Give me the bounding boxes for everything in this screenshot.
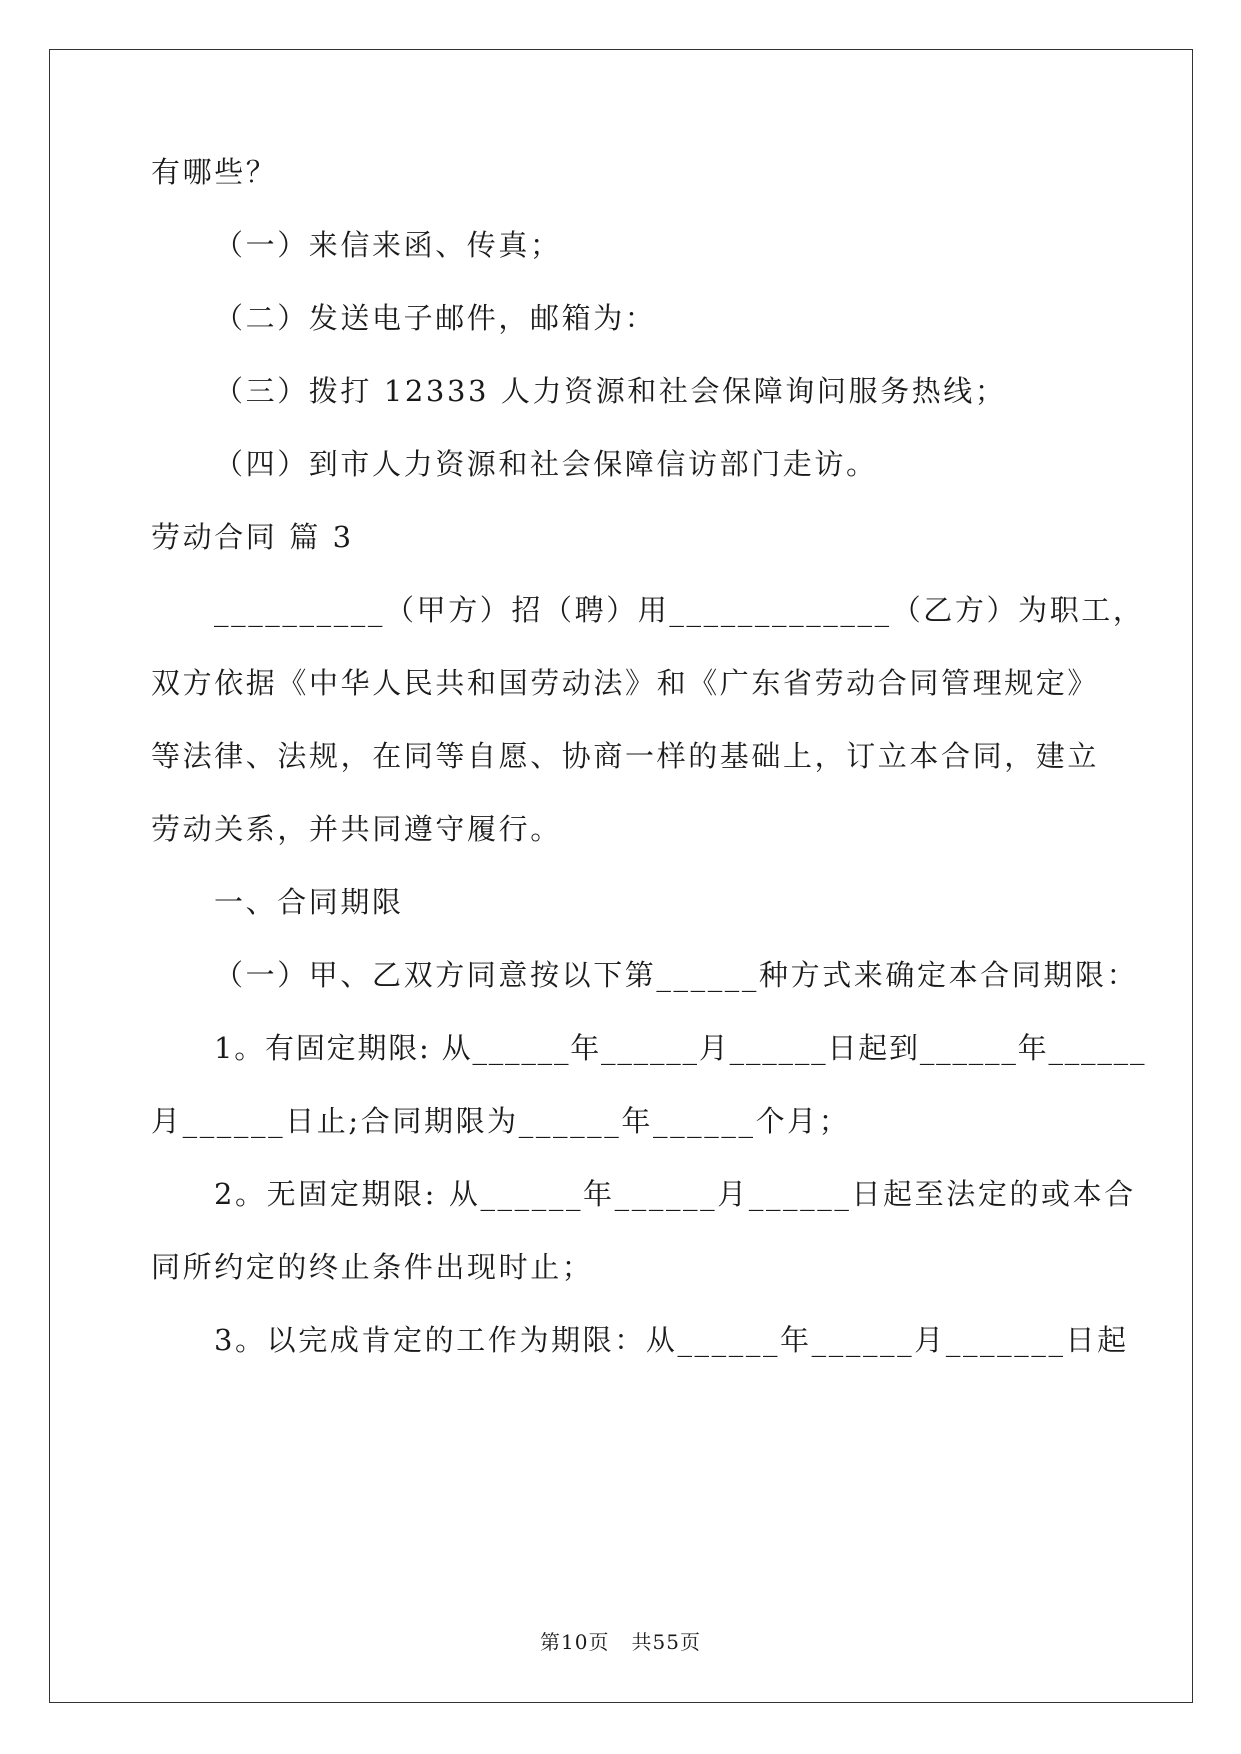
text-line-9: 等法律、法规，在同等自愿、协商一样的基础上，订立本合同，建立 [151, 739, 1100, 773]
clause-heading: 一、合同期限 [214, 885, 404, 919]
text-line-7: __________（甲方）招（聘）用_____________（乙方）为职工， [214, 593, 1145, 627]
text-line-5: （四）到市人力资源和社会保障信访部门走访。 [214, 447, 878, 481]
text-line-4: （三）拨打 12333 人力资源和社会保障询问服务热线； [214, 374, 1007, 408]
section-heading: 劳动合同 篇 3 [151, 520, 354, 554]
text-line-3: （二）发送电子邮件，邮箱为： [214, 301, 657, 335]
text-line-16: 同所约定的终止条件出现时止； [151, 1250, 594, 1284]
text-line-17: 3。以完成肯定的工作为期限：从______年______月_______日起 [214, 1323, 1129, 1357]
text-line-13: 1。有固定期限: 从______年______月______日起到______年______ [214, 1031, 1147, 1065]
text-line-12: （一）甲、乙双方同意按以下第______种方式来确定本合同期限： [214, 958, 1139, 992]
text-line-2: （一）来信来函、传真； [214, 228, 562, 262]
text-line-15: 2。无固定期限: 从______年______月______日起至法定的或本合 [214, 1177, 1136, 1211]
text-line-14: 月______日止;合同期限为______年______个月； [151, 1104, 851, 1138]
text-line-1: 有哪些？ [151, 155, 278, 189]
text-line-8: 双方依据《中华人民共和国劳动法》和《广东省劳动合同管理规定》 [151, 666, 1100, 700]
page-footer: 第10页 共55页 [540, 1630, 701, 1654]
text-line-10: 劳动关系，并共同遵守履行。 [151, 812, 562, 846]
